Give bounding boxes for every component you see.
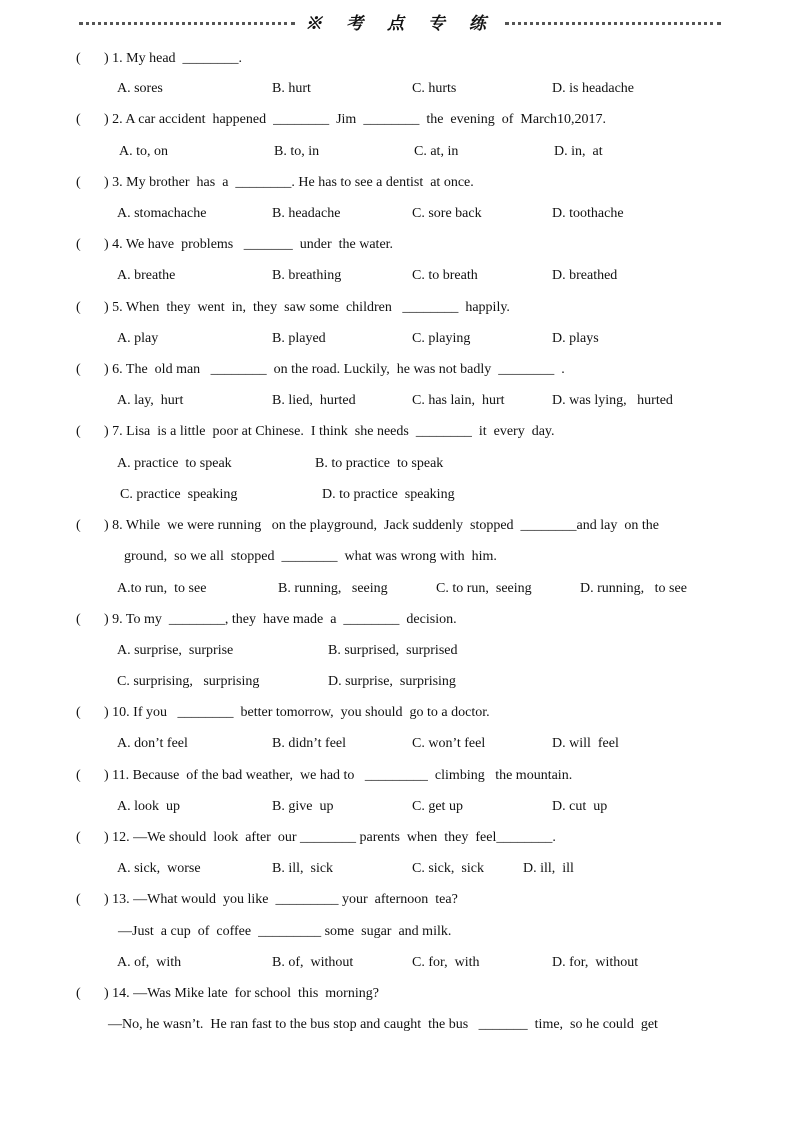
answer-bracket[interactable]: (	[76, 612, 81, 627]
question-4-option-D: D. breathed	[552, 268, 618, 283]
question-10-option-B: B. didn’t feel	[272, 736, 347, 751]
header-dots-right	[505, 22, 721, 25]
question-5-option-C: C. playing	[412, 331, 471, 346]
question-10-option-D: D. will feel	[552, 736, 619, 751]
answer-bracket[interactable]: (	[76, 830, 81, 845]
question-12-option-B: B. ill, sick	[272, 861, 334, 876]
question-stem-continued-14: —No, he wasn’t. He ran fast to the bus stop and caught the bus _______ time, so he could get	[108, 1017, 658, 1032]
answer-bracket[interactable]: (	[76, 362, 81, 377]
question-stem-14: ) 14. —Was Mike late for school this morning?	[104, 986, 379, 1001]
question-9-option-A: A. surprise, surprise	[117, 643, 234, 658]
answer-bracket[interactable]: (	[76, 768, 81, 783]
question-9-option-C: C. surprising, surprising	[117, 674, 260, 689]
question-stem-11: ) 11. Because of the bad weather, we had to _________ climbing the mountain.	[104, 768, 573, 783]
question-11-option-A: A. look up	[117, 799, 180, 814]
answer-bracket[interactable]: (	[76, 51, 81, 66]
question-stem-continued-13: —Just a cup of coffee _________ some sugar and milk.	[118, 924, 452, 939]
question-5-option-B: B. played	[272, 331, 326, 346]
question-stem-1: ) 1. My head ________.	[104, 51, 243, 66]
question-stem-4: ) 4. We have problems _______ under the water.	[104, 237, 394, 252]
question-stem-12: ) 12. —We should look after our ________ parents when they feel________.	[104, 830, 556, 845]
question-5-option-A: A. play	[117, 331, 159, 346]
question-stem-7: ) 7. Lisa is a little poor at Chinese. I think she needs ________ it every day.	[104, 424, 555, 439]
question-6-option-D: D. was lying, hurted	[552, 393, 673, 408]
question-2-option-A: A. to, on	[119, 144, 168, 159]
question-8-option-B: B. running, seeing	[278, 581, 388, 596]
answer-bracket[interactable]: (	[76, 705, 81, 720]
question-10-option-C: C. won’t feel	[412, 736, 486, 751]
question-stem-2: ) 2. A car accident happened ________ Jim ________ the evening of March10,2017.	[104, 112, 606, 127]
question-1-option-D: D. is headache	[552, 81, 635, 96]
question-6-option-A: A. lay, hurt	[117, 393, 184, 408]
answer-bracket[interactable]: (	[76, 424, 81, 439]
question-stem-5: ) 5. When they went in, they saw some children ________ happily.	[104, 300, 510, 315]
question-stem-3: ) 3. My brother has a ________. He has to see a dentist at once.	[104, 175, 474, 190]
question-stem-8: ) 8. While we were running on the playground, Jack suddenly stopped ________and lay on the	[104, 518, 659, 533]
question-13-option-D: D. for, without	[552, 955, 639, 970]
question-13-option-A: A. of, with	[117, 955, 182, 970]
answer-bracket[interactable]: (	[76, 237, 81, 252]
question-9-option-D: D. surprise, surprising	[328, 674, 456, 689]
question-8-option-C: C. to run, seeing	[436, 581, 532, 596]
question-2-option-B: B. to, in	[274, 144, 320, 159]
header-dots-left	[79, 22, 295, 25]
header-title: ※ 考 点 专 练	[305, 13, 495, 34]
question-1-option-A: A. sores	[117, 81, 163, 96]
question-9-option-B: B. surprised, surprised	[328, 643, 458, 658]
question-5-option-D: D. plays	[552, 331, 599, 346]
question-6-option-B: B. lied, hurted	[272, 393, 356, 408]
question-13-option-B: B. of, without	[272, 955, 354, 970]
answer-bracket[interactable]: (	[76, 300, 81, 315]
question-11-option-D: D. cut up	[552, 799, 608, 814]
question-1-option-C: C. hurts	[412, 81, 457, 96]
question-10-option-A: A. don’t feel	[117, 736, 188, 751]
question-12-option-C: C. sick, sick	[412, 861, 484, 876]
question-2-option-C: C. at, in	[414, 144, 459, 159]
question-13-option-C: C. for, with	[412, 955, 480, 970]
question-7-option-B: B. to practice to speak	[315, 456, 444, 471]
question-12-option-A: A. sick, worse	[117, 861, 201, 876]
question-7-option-C: C. practice speaking	[120, 487, 238, 502]
question-stem-6: ) 6. The old man ________ on the road. Luckily, he was not badly ________ .	[104, 362, 565, 377]
question-6-option-C: C. has lain, hurt	[412, 393, 505, 408]
question-4-option-B: B. breathing	[272, 268, 342, 283]
question-3-option-C: C. sore back	[412, 206, 482, 221]
question-12-option-D: D. ill, ill	[523, 861, 574, 876]
page-header	[75, 10, 725, 32]
question-11-option-B: B. give up	[272, 799, 334, 814]
question-3-option-A: A. stomachache	[117, 206, 207, 221]
question-7-option-A: A. practice to speak	[117, 456, 232, 471]
answer-bracket[interactable]: (	[76, 518, 81, 533]
question-8-option-D: D. running, to see	[580, 581, 687, 596]
question-4-option-C: C. to breath	[412, 268, 478, 283]
question-stem-10: ) 10. If you ________ better tomorrow, you should go to a doctor.	[104, 705, 490, 720]
answer-bracket[interactable]: (	[76, 892, 81, 907]
question-stem-continued-8: ground, so we all stopped ________ what was wrong with him.	[124, 549, 497, 564]
question-7-option-D: D. to practice speaking	[322, 487, 455, 502]
answer-bracket[interactable]: (	[76, 986, 81, 1001]
question-stem-9: ) 9. To my ________, they have made a ________ decision.	[104, 612, 457, 627]
question-4-option-A: A. breathe	[117, 268, 176, 283]
question-11-option-C: C. get up	[412, 799, 463, 814]
answer-bracket[interactable]: (	[76, 112, 81, 127]
question-stem-13: ) 13. —What would you like _________ your afternoon tea?	[104, 892, 458, 907]
question-2-option-D: D. in, at	[554, 144, 603, 159]
answer-bracket[interactable]: (	[76, 175, 81, 190]
question-3-option-B: B. headache	[272, 206, 341, 221]
question-3-option-D: D. toothache	[552, 206, 624, 221]
question-1-option-B: B. hurt	[272, 81, 311, 96]
question-8-option-A: A.to run, to see	[117, 581, 207, 596]
